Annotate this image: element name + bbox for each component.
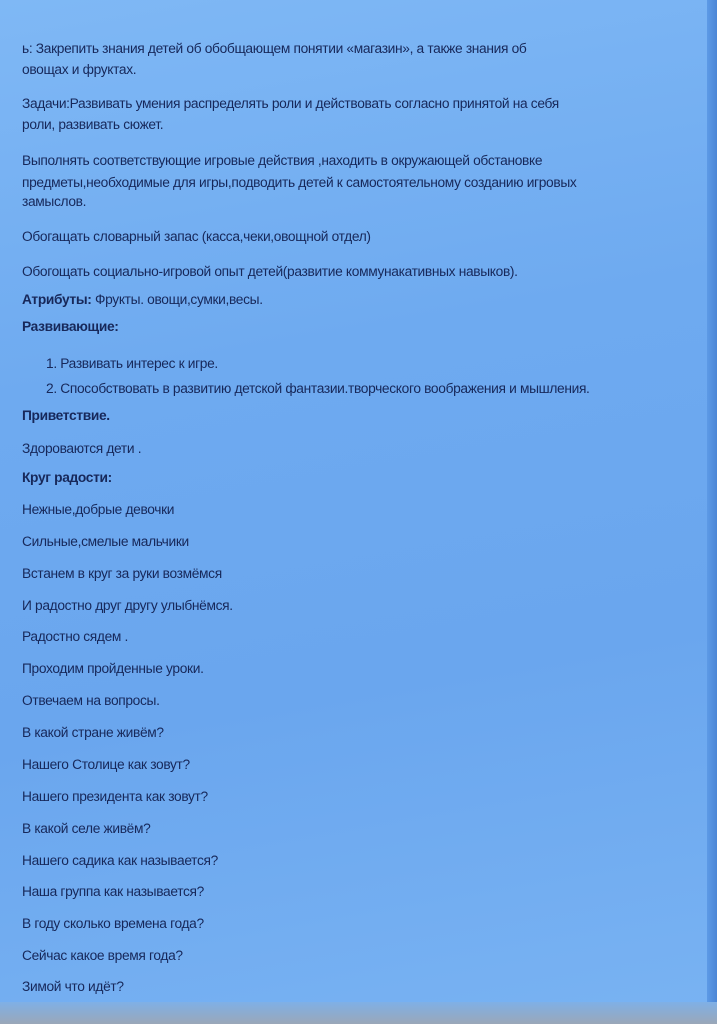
greeting-heading: Приветствие. — [22, 408, 110, 424]
text-line: Радостно сядем . — [22, 629, 129, 645]
table-surface — [0, 1002, 717, 1024]
social-line: Обогощать социально-игровой опыт детей(развитие коммунакативных навыков). — [22, 264, 518, 280]
text-line: Встанем в круг за руки возмёмся — [22, 566, 222, 582]
tasks-line-2: роли, развивать сюжет. — [22, 117, 164, 133]
greeting-text: Здороваются дети . — [22, 441, 142, 457]
attributes-text: Фрукты. овощи,сумки,весы. — [91, 292, 263, 308]
text-line: Нежные,добрые девочки — [22, 502, 175, 518]
text-line: Нашего президента как зовут? — [22, 789, 208, 805]
goal-line-1: ь: Закрепить знания детей об обобщающем понятии «магазин», а также знания об — [22, 41, 527, 57]
text-line: Сейчас какое время года? — [22, 948, 183, 964]
actions-line-1: Выполнять соответствующие игровые действия ,находить в окружающей обстановке — [22, 153, 543, 169]
text-line: Нашего садика как называется? — [22, 853, 218, 869]
attributes-line — [22, 292, 263, 308]
text-line: Зимой что идёт? — [22, 979, 124, 995]
tasks-line-1: Задачи:Развивать умения распределять роли и действовать согласно принятой на себя — [22, 96, 559, 112]
paper-edge — [707, 0, 717, 1024]
attributes-label: Атрибуты: — [22, 292, 92, 308]
text-line: Отвечаем на вопросы. — [22, 693, 160, 709]
text-line: И радостно друг другу улыбнёмся. — [22, 598, 233, 614]
text-line: Проходим пройденные уроки. — [22, 661, 204, 677]
actions-line-3: замыслов. — [22, 194, 87, 210]
text-line: Сильные,смелые мальчики — [22, 534, 189, 550]
goal-line-2: овощах и фруктах. — [22, 62, 137, 78]
text-line: В какой стране живём? — [22, 725, 164, 741]
text-line: Нашего Столице как зовут? — [22, 757, 190, 773]
actions-line-2: предметы,необходимые для игры,подводить детей к самостоятельному созданию игровых — [22, 175, 577, 191]
text-line: Наша группа как называется? — [22, 884, 204, 900]
text-line: В году сколько времена года? — [22, 916, 204, 932]
developing-item-1: 1. Развивать интерес к игре. — [46, 356, 218, 372]
vocab-line: Обогащать словарный запас (касса,чеки,овощной отдел) — [22, 229, 371, 245]
circle-heading: Круг радости: — [22, 470, 112, 486]
text-line: В какой селе живём? — [22, 821, 151, 837]
developing-heading: Развивающие: — [22, 319, 119, 335]
developing-item-2: 2. Способствовать в развитию детской фантазии.творческого воображения и мышления. — [46, 381, 590, 397]
